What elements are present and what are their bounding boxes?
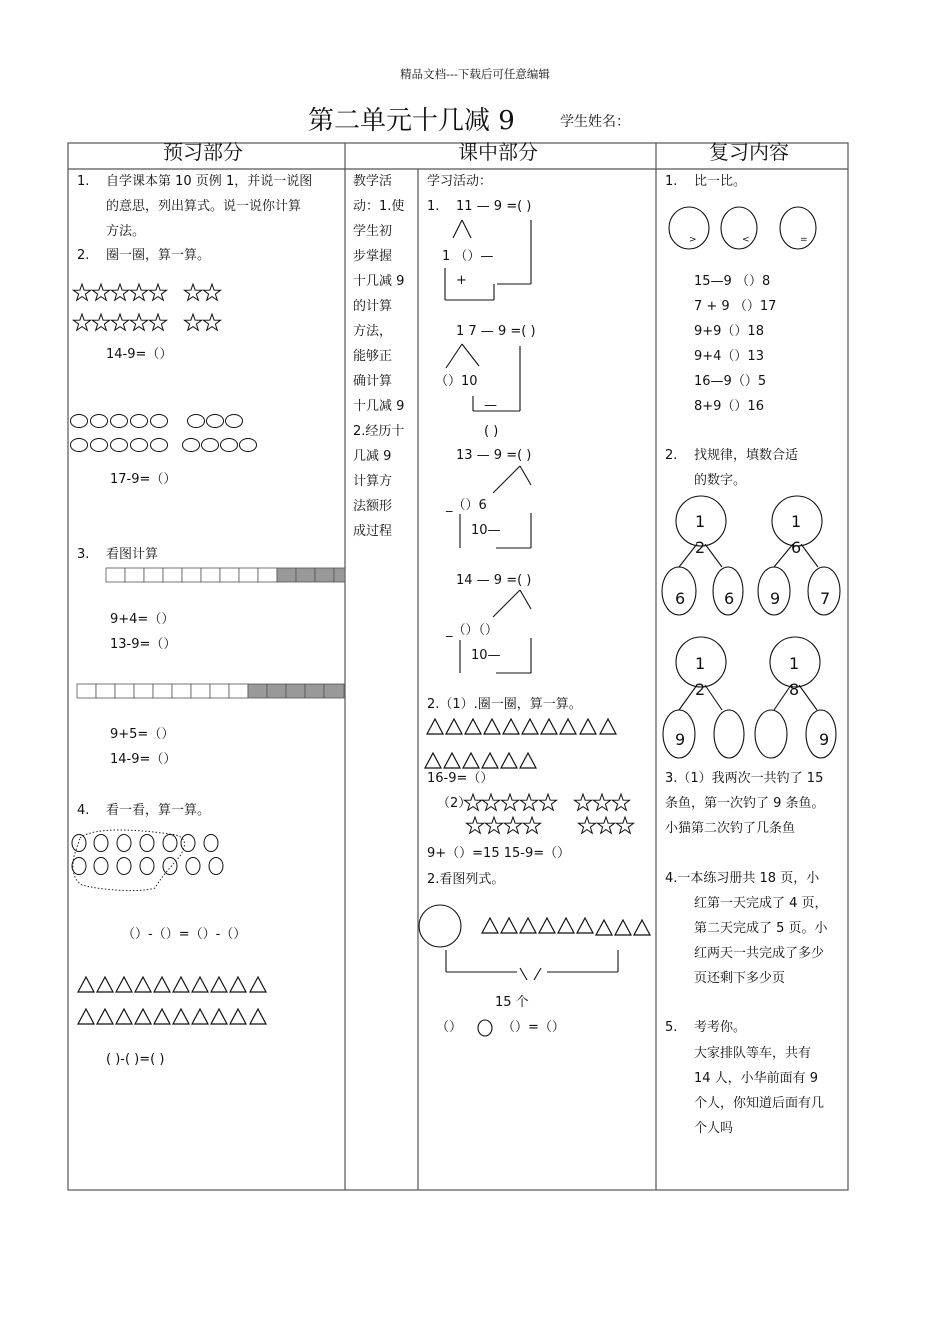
circle-sign: < — [742, 235, 750, 245]
preview-item2-number: 2. — [77, 248, 90, 263]
review-item5-number: 5. — [665, 1020, 678, 1035]
split-row: _（）6 — [446, 498, 487, 513]
tree-top-number: 1 — [695, 654, 706, 673]
preview-item4-text: 看一看，算一算。 — [106, 803, 211, 818]
split-row: _（）（） — [446, 623, 499, 638]
review-item4-line: 红第一天完成了 4 页， — [694, 896, 828, 911]
review-item1-text: 比一比。 — [694, 174, 747, 189]
teaching-line: 的计算 — [353, 299, 393, 314]
circle-sign: = — [800, 235, 808, 245]
equation-blank: （）-（）=（）-（） — [122, 927, 247, 942]
column-header-class: 课中部分 — [458, 140, 538, 164]
compare-item: 15—9 （）8 — [694, 274, 771, 289]
page-title: 第二单元十几减 9 — [308, 106, 515, 136]
equation: 9+4=（） — [110, 612, 175, 627]
ten-label: 10— — [471, 523, 501, 538]
teaching-line: 教学活 — [353, 174, 393, 189]
teaching-line: 学生初 — [353, 224, 393, 239]
preview-item1-line: 自学课本第 10 页例 1，并说一说图 — [106, 174, 313, 189]
tree-mid-number: 2 — [695, 680, 706, 699]
review-item4-line: 红两天一共完成了多少 — [694, 946, 825, 961]
tree-right-number: 7 — [820, 589, 831, 608]
review-item3-line: 小猫第二次钓了几条鱼 — [665, 821, 796, 836]
equation: 16-9=（） — [427, 771, 494, 786]
equation: 9+（）=15 15-9=（） — [427, 846, 571, 861]
count-label: 15 个 — [495, 995, 529, 1010]
review-item5-line: 个人，你知道后面有几 — [694, 1096, 825, 1111]
plus-sign: + — [456, 273, 467, 288]
learning-p3-title: 2.看图列式。 — [427, 872, 505, 887]
compare-item: 8+9（）16 — [694, 399, 764, 414]
equation: 14-9=（） — [106, 347, 173, 362]
tree-mid-number: 8 — [789, 680, 800, 699]
review-item4-line: 第二天完成了 5 页。小 — [694, 921, 828, 936]
review-item2-line: 找规律，填数合适 — [694, 448, 799, 463]
compare-item: 9+4（）13 — [694, 349, 764, 364]
teaching-line: 法额形 — [353, 499, 393, 514]
teaching-line: 确计算 — [353, 374, 393, 389]
preview-item4-number: 4. — [77, 803, 90, 818]
column-header-review: 复习内容 — [709, 140, 789, 164]
review-item1-number: 1. — [665, 174, 678, 189]
teaching-line: 步掌握 — [353, 249, 393, 264]
tree-left-number: 9 — [675, 730, 686, 749]
compare-item: 9+9（）18 — [694, 324, 764, 339]
compare-item: 7 + 9 （）17 — [694, 299, 777, 314]
review-item2-number: 2. — [665, 448, 678, 463]
equation: 14 — 9 =( ) — [456, 573, 532, 588]
teaching-line: 成过程 — [353, 524, 393, 539]
review-item5-line: 大家排队等车，共有 — [694, 1046, 812, 1061]
teaching-line: 计算方 — [353, 474, 393, 489]
learning-header: 学习活动： — [427, 174, 493, 189]
preview-item2-text: 圈一圈，算一算。 — [106, 248, 211, 263]
circle-sign: > — [689, 235, 697, 245]
review-item5-text: 考考你。 — [694, 1020, 747, 1035]
teaching-line: 2.经历十 — [353, 424, 405, 439]
tree-top-number: 1 — [789, 654, 800, 673]
split-row: 1 （）— — [442, 249, 494, 264]
equation: 14-9=（） — [110, 752, 177, 767]
student-name-label: 学生姓名： — [560, 114, 630, 130]
preview-item3-text: 看图计算 — [106, 547, 159, 562]
teaching-line: 能够正 — [353, 349, 393, 364]
review-item5-line: 个人吗 — [694, 1121, 734, 1136]
learning-p2-label: （2） — [437, 796, 472, 811]
equation: 13 — 9 =( ) — [456, 448, 532, 463]
teaching-line: 方法， — [353, 324, 393, 339]
compare-item: 16—9（）5 — [694, 374, 767, 389]
review-item3-line: 条鱼，第一次钓了 9 条鱼。 — [665, 796, 825, 811]
answer-blank: ( ) — [484, 424, 499, 439]
ten-label: 10— — [471, 648, 501, 663]
review-item3-line: 3.（1）我两次一共钓了 15 — [665, 771, 824, 786]
review-item5-line: 14 人，小华前面有 9 — [694, 1071, 819, 1086]
review-item4-line: 4.一本练习册共 18 页，小 — [665, 871, 820, 886]
review-item4-line: 页还剩下多少页 — [694, 971, 786, 986]
preview-item1-line: 方法。 — [106, 224, 146, 239]
tree-top-number: 1 — [695, 512, 706, 531]
equation-blank: （）=（） — [502, 1020, 565, 1035]
tree-mid-number: 6 — [791, 538, 802, 557]
tree-top-number: 1 — [791, 512, 802, 531]
minus-sign: — — [484, 398, 497, 413]
teaching-line: 十几减 9 — [353, 274, 405, 289]
tree-mid-number: 2 — [695, 538, 706, 557]
tree-right-number: 6 — [724, 589, 735, 608]
split-row: （）10 — [435, 374, 478, 389]
preview-item3-number: 3. — [77, 547, 90, 562]
preview-item1-line: 的意思，列出算式。说一说你计算 — [106, 199, 302, 214]
tree-right-number: 9 — [819, 730, 830, 749]
tree-left-number: 9 — [770, 589, 781, 608]
equation-blank: ( )-( )=( ) — [106, 1052, 165, 1067]
teaching-line: 几减 9 — [353, 449, 392, 464]
review-item2-line: 的数字。 — [694, 473, 747, 488]
equation: 13-9=（） — [110, 637, 177, 652]
teaching-line: 动：1.使 — [353, 199, 405, 214]
equation: 1 7 — 9 =( ) — [456, 324, 536, 339]
equation: 17-9=（） — [110, 472, 177, 487]
teaching-line: 十几减 9 — [353, 399, 405, 414]
answer-blank: （） — [436, 1020, 463, 1035]
learning-q1-number: 1. — [427, 199, 440, 214]
equation: 9+5=（） — [110, 727, 175, 742]
equation: 11 — 9 =( ) — [456, 199, 532, 214]
tree-left-number: 6 — [675, 589, 686, 608]
learning-p2-title: 2.（1）.圈一圈，算一算。 — [427, 697, 582, 712]
column-header-preview: 预习部分 — [163, 140, 243, 164]
preview-item1-number: 1. — [77, 174, 90, 189]
header-note: 精品文档---下载后可任意编辑 — [400, 67, 550, 81]
